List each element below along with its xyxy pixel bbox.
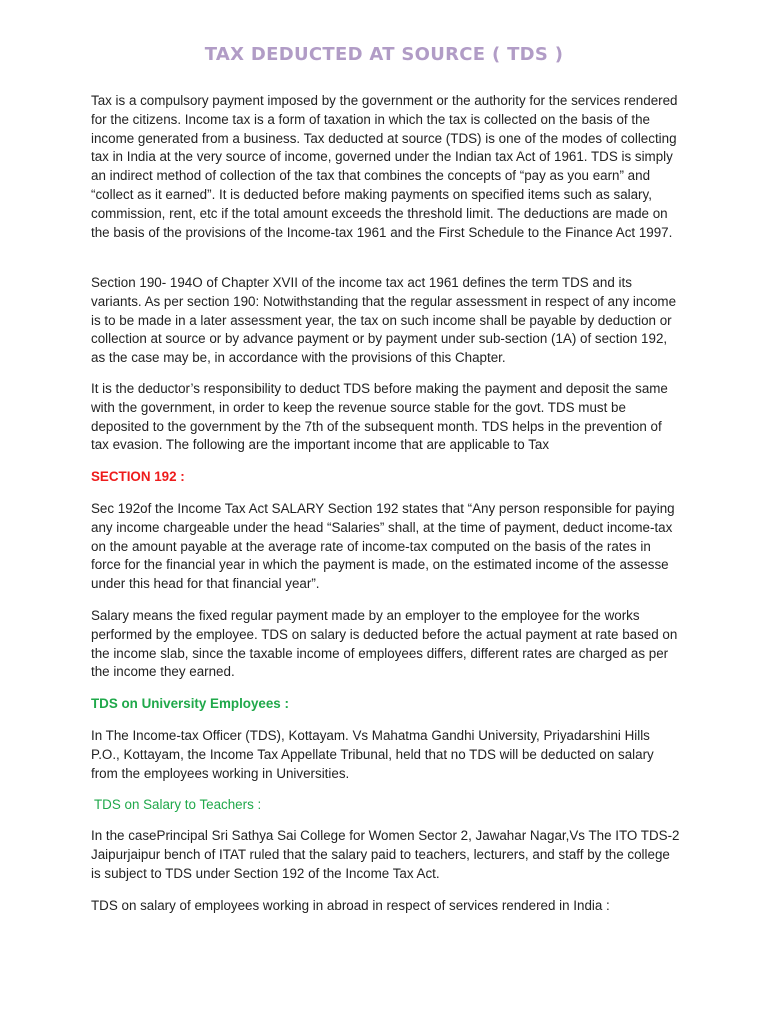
paragraph-salary-meaning: Salary means the fixed regular payment made by an employer to the employee for the works performed by the employee. TDS on salary is deducted before the actual payment at rate based on the income slab, since the taxable income of employees differs, different rates are charged as per the income they earned. [91,608,678,680]
paragraph-section-190: Section 190- 194O of Chapter XVII of the income tax act 1961 defines the term TDS and its variants. As per section 190: Notwithstanding that the regular assessment in respect of any income is to be made in a later assessment year, the tax on such income shall be payable by deduction or collection at source or by advance payment or by payment under sub-section (1A) of section 192, as the case may be, in accordance with the provisions of this Chapter. [91,275,677,366]
paragraph-deductor-responsibility: It is the deductor’s responsibility to deduct TDS before making the payment and deposit the same with the government, in order to keep the revenue source stable for the govt. TDS must be deposited to the government by the 7th of the subsequent month. TDS helps in the prevention of tax evasion. The following are the important income that are applicable to Tax [91,381,668,453]
paragraph-sec-192: Sec 192of the Income Tax Act SALARY Section 192 states that “Any person responsible for paying any income chargeable under the head “Salaries” shall, at the time of payment, deduct income-tax on the amount payable at the average rate of income-tax computed on the basis of the rates in force for the financial year in which the payment is made, on the estimated income of the assesse under this head for that financial year”. [91,501,675,592]
heading-university-employees: TDS on University Employees : [91,696,289,711]
paragraph-teachers-case: In the casePrincipal Sri Sathya Sai College for Women Sector 2, Jawahar Nagar,Vs The ITO TDS-2 Jaipurjaipur bench of ITAT ruled that the salary paid to teachers, lecturers, and staff by the college is subject to TDS under Section 192 of the Income Tax Act. [91,828,680,881]
document-title: TAX DEDUCTED AT SOURCE ( TDS ) [204,44,564,65]
paragraph-intro: Tax is a compulsory payment imposed by the government or the authority for the services rendered for the citizens. Income tax is a form of taxation in which the tax is collected on the basis of the income generated from a business. Tax deducted at source (TDS) is one of the modes of collecting tax in India at the very source of income, governed under the Indian tax Act of 1961. TDS is simply an indirect method of collection of the tax that combines the concepts of “pay as you earn” and “collect as it earned”. It is deducted before making payments on specified items such as salary, commission, rent, etc if the total amount exceeds the threshold limit. The deductions are made on the basis of the provisions of the Income-tax 1961 and the First Schedule to the Finance Act 1997. [91,93,678,240]
heading-salary-teachers: TDS on Salary to Teachers : [94,797,262,812]
paragraph-university-case: In The Income-tax Officer (TDS), Kottayam. Vs Mahatma Gandhi University, Priyadarshini Hills P.O., Kottayam, the Income Tax Appellate Tribunal, held that no TDS will be deducted on salary from the employees working in Universities. [91,728,654,781]
paragraph-abroad-employees: TDS on salary of employees working in abroad in respect of services rendered in India : [91,898,610,913]
heading-section-192: SECTION 192 : [91,469,185,484]
